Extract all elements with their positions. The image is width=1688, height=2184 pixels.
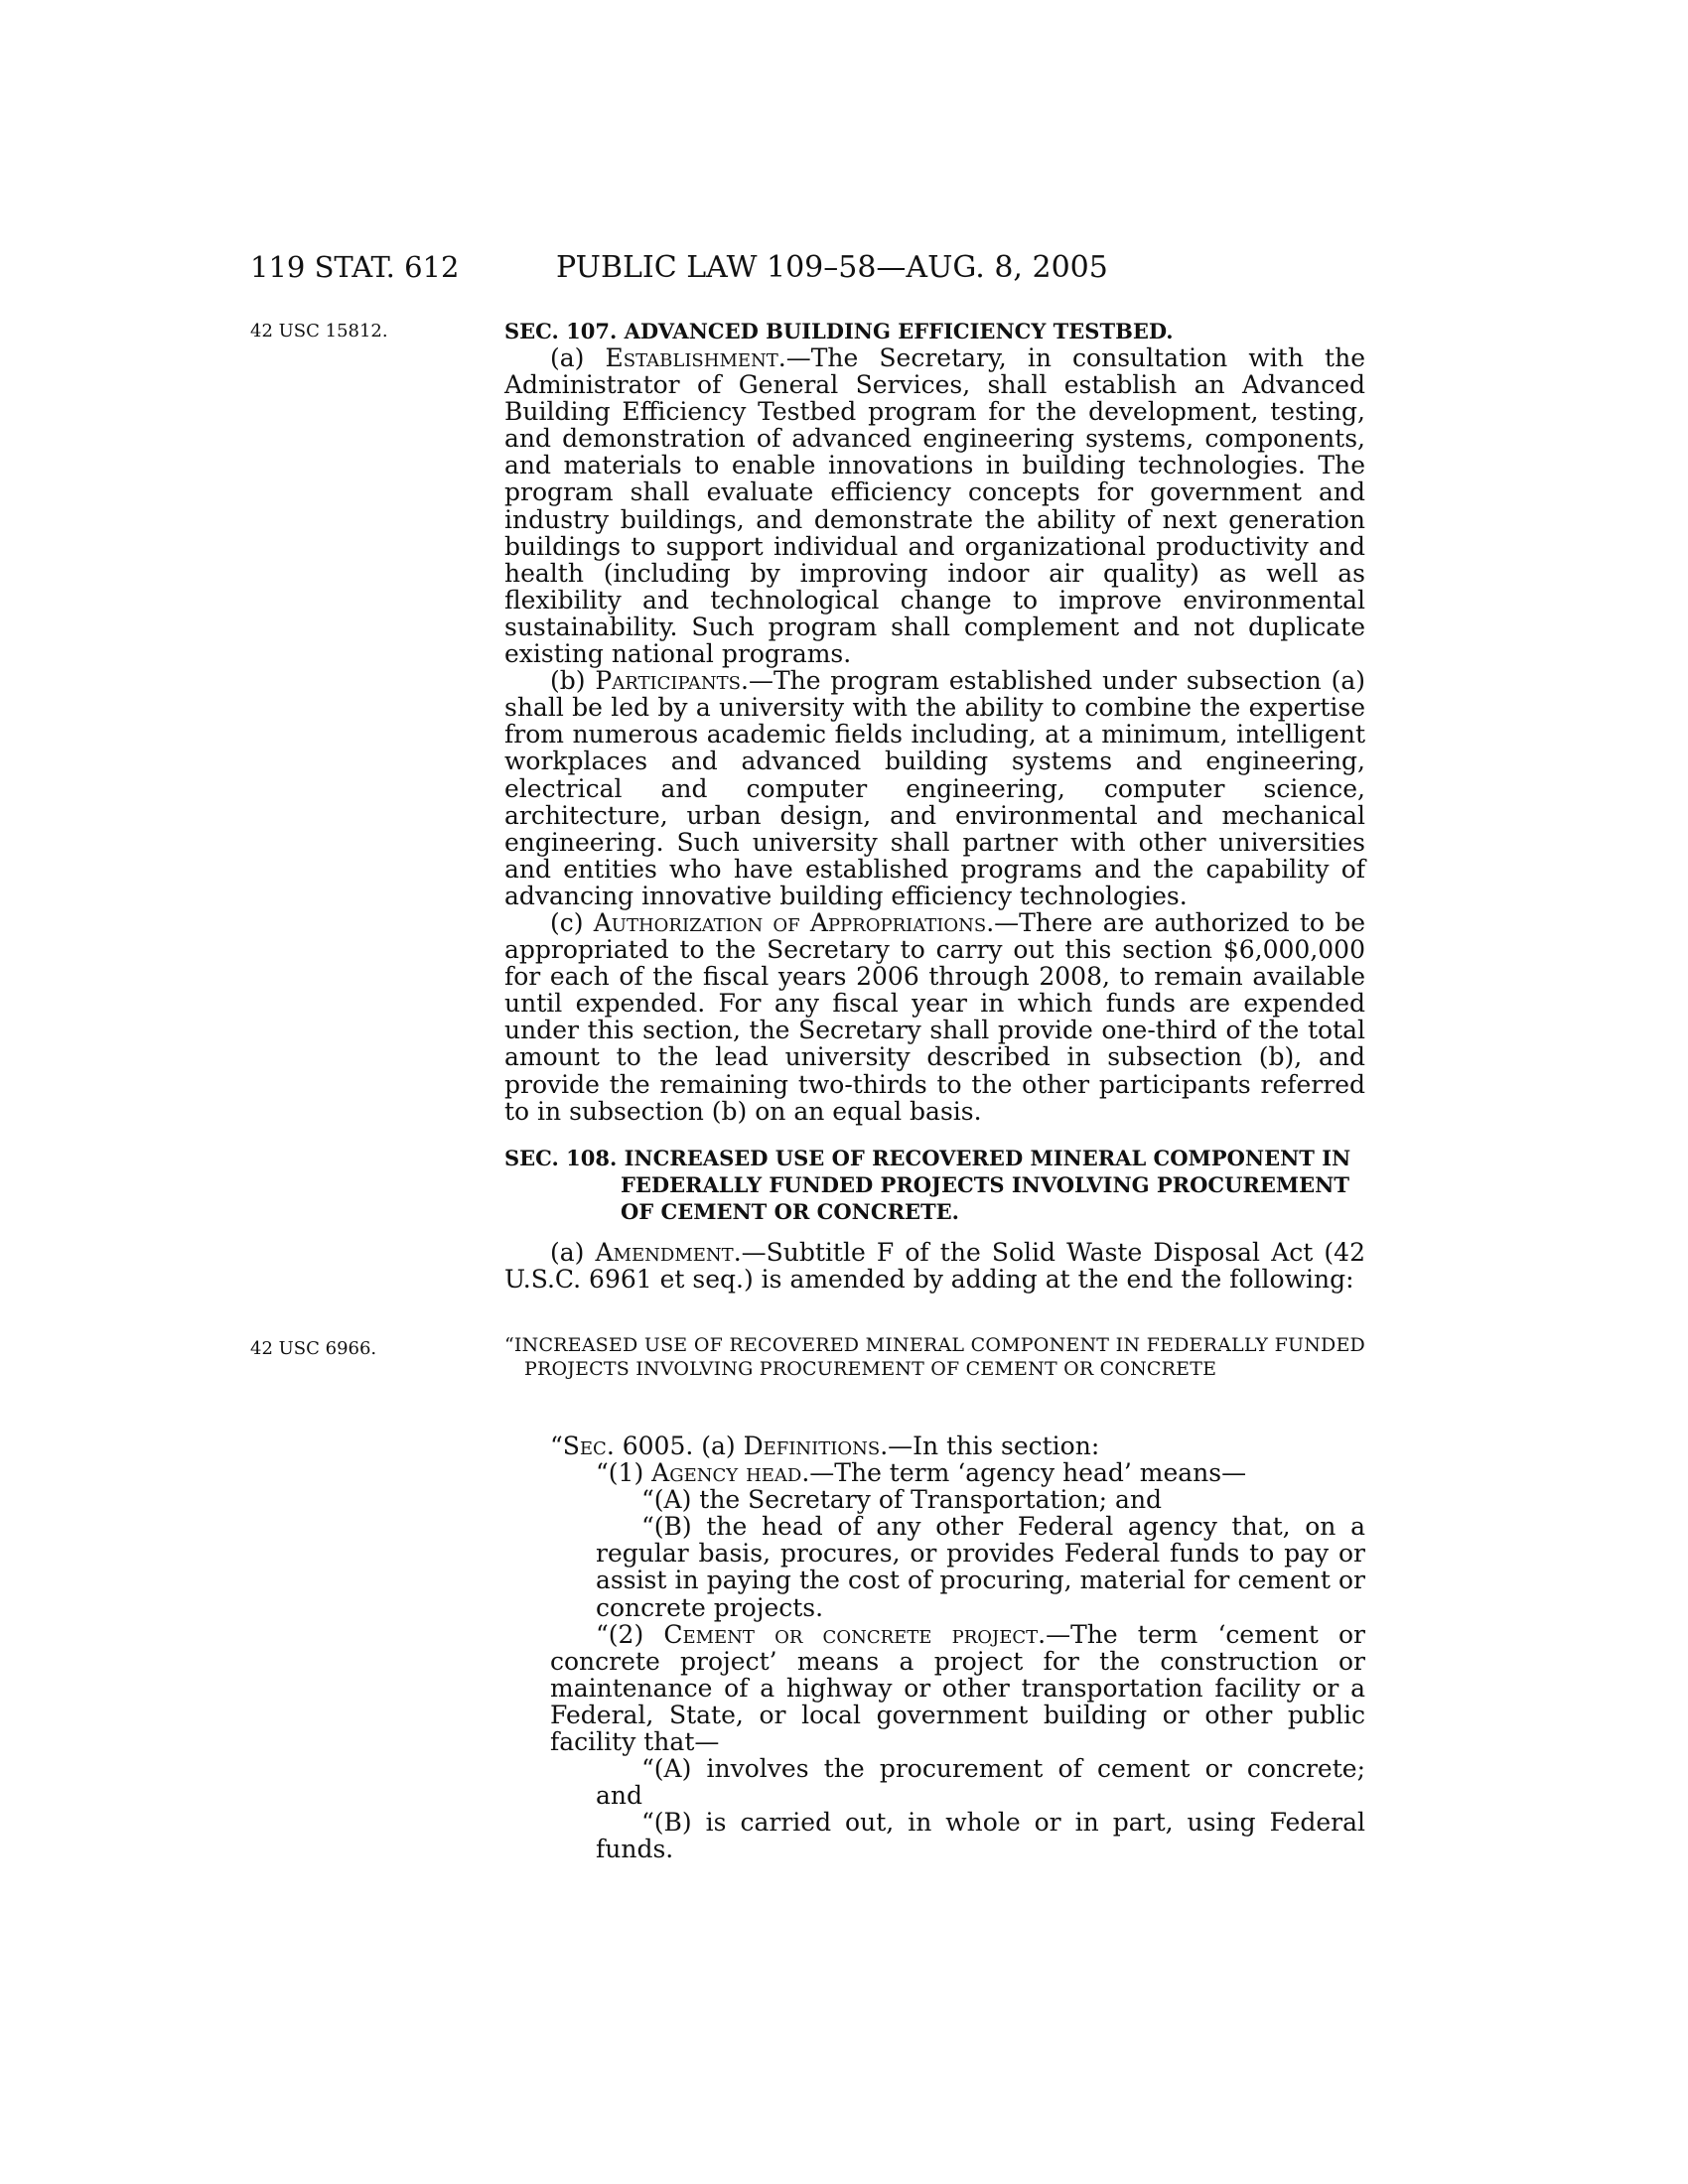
definition-2-b: “(B) is carried out, in whole or in part, using Federal funds.: [596, 1808, 1365, 1864]
section-107: [504, 318, 1365, 1125]
definition-1-b: “(B) the head of any other Federal agency that, on a regular basis, procures, or provides Federal funds to pay or assist in paying the cost of procuring, material for cement or concrete projects.: [596, 1512, 1365, 1622]
term: Establishment: [605, 343, 778, 372]
definition-2: [504, 1621, 1365, 1755]
term: Cement or concrete project: [663, 1619, 1039, 1649]
section-107-subsection-b: [504, 667, 1365, 909]
term: Participants: [595, 666, 742, 696]
prefix: “: [550, 1432, 563, 1460]
term: Amendment: [595, 1238, 734, 1267]
text: .—The program established under subsection (a) shall be led by a university with the ability to combine the expertise from numerous academic fields including, at a minimum, intelligent workplaces and advanced building systems and engineering, electrical and computer engineering, computer science, architecture, urban design, and environmental and mechanical engineering. Such university shall partner with other universities and entities who have established programs and the capability of advancing innovative building efficiency technologies.: [504, 666, 1365, 910]
margin-citation-1: 42 USC 15812.: [250, 321, 388, 341]
text: .—There are authorized to be appropriated to the Secretary to carry out this section $6,000,000 for each of the fiscal years 2006 through 2008, to remain available until expended. For any fiscal year in which funds are expended under this section, the Secretary shall provide one-third of the total amount to the lead university described in subsection (b), and provide the remaining two-thirds to the other participants referred to in subsection (b) on an equal basis.: [504, 907, 1365, 1126]
term: Definitions: [743, 1432, 881, 1460]
section-108-heading: SEC. 108. INCREASED USE OF RECOVERED MINERAL COMPONENT IN FEDERALLY FUNDED PROJECTS INVOLVING PROCUREMENT OF CEMENT OR CONCRETE.: [504, 1146, 1351, 1224]
label: (b): [550, 666, 596, 696]
sec-label: Sec: [562, 1432, 607, 1460]
mid: . 6005. (a): [606, 1432, 744, 1460]
page-header: [0, 250, 1688, 290]
text: .—The Secretary, in consultation with the Administrator of General Services, shall establish an Advanced Building Efficiency Testbed program for the development, testing, and demonstration of advanced engineering systems, components, and materials to enable innovations in building technologies. The program shall evaluate efficiency concepts for government and industry buildings, and demonstrate the ability of next generation buildings to support individual and organizational productivity and health (including by improving indoor air quality) as well as flexibility and technological change to improve environmental sustainability. Such program shall complement and not duplicate existing national programs.: [504, 343, 1365, 669]
text: .—The term ‘agency head’ means—: [801, 1458, 1247, 1488]
text: .—Subtitle F of the Solid Waste Disposal Act (42 U.S.C. 6961 et seq.) is amended by adding at the end the following:: [504, 1238, 1365, 1295]
section-108: [504, 1145, 1365, 1293]
text: .—The term ‘cement or concrete project’ means a project for the construction or maintenance of a highway or other transportation facility or a Federal, State, or local government building or other public facility that—: [550, 1619, 1365, 1757]
statute-page-number: 119 STAT. 612: [250, 250, 460, 284]
definition-1: [504, 1459, 1365, 1486]
section-107-subsection-c: [504, 909, 1365, 1125]
section-107-subsection-a: [504, 344, 1365, 667]
term: Agency head: [651, 1458, 802, 1488]
label: (a): [550, 343, 606, 372]
text: .—In this section:: [880, 1432, 1100, 1460]
definition-1-a: “(A) the Secretary of Transportation; and: [641, 1485, 1163, 1515]
term: Authorization of Appropriations: [593, 907, 987, 937]
section-6005: [504, 1433, 1365, 1863]
label: (c): [550, 907, 594, 937]
quoted-section-heading: “INCREASED USE OF RECOVERED MINERAL COMPONENT IN FEDERALLY FUNDED PROJECTS INVOLVING PROCUREMENT OF CEMENT OR CONCRETE: [504, 1334, 1365, 1380]
definition-2-a: “(A) involves the procurement of cement or concrete; and: [596, 1754, 1365, 1811]
label: (a): [550, 1238, 596, 1267]
section-6005-intro: [504, 1433, 1365, 1459]
margin-citation-2: 42 USC 6966.: [250, 1338, 377, 1359]
prefix: “(1): [596, 1458, 652, 1488]
prefix: “(2): [596, 1619, 664, 1649]
quoted-section-heading-block: [504, 1333, 1365, 1381]
running-head: PUBLIC LAW 109–58—AUG. 8, 2005: [556, 250, 1108, 285]
section-108-subsection-a: [504, 1239, 1365, 1293]
section-107-heading: SEC. 107. ADVANCED BUILDING EFFICIENCY TESTBED.: [504, 319, 1174, 343]
